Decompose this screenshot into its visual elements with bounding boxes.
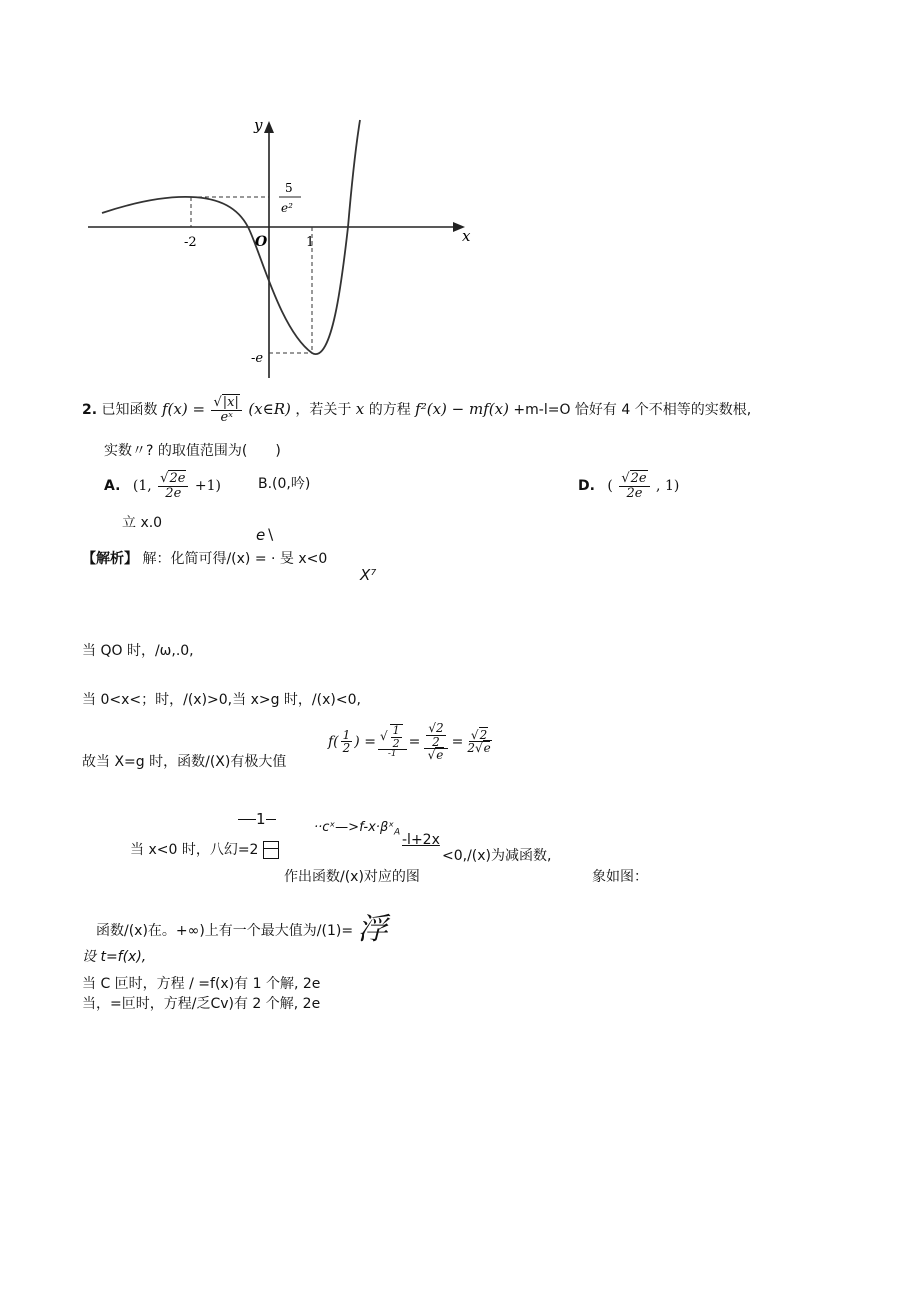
line-5-d: <0,/(x)为减函数, — [442, 848, 552, 864]
option-a[interactable] — [104, 472, 221, 500]
line-5-c: -l+2x — [402, 832, 440, 848]
equation: f²(x) − mf(x) — [415, 400, 509, 419]
solution-line-6-a: 作出函数/(x)对应的图 — [284, 869, 420, 885]
option-d-numerator: 2e — [630, 471, 647, 486]
line-5-a: 当 x<0 时，八幻=2 — [130, 842, 259, 858]
line-7-text: 函数/(x)在。+∞)上有一个最大值为/(1)= — [96, 923, 354, 939]
problem-intro: 已知函数 — [101, 402, 158, 419]
small-den: -1 — [387, 749, 397, 760]
option-d-label: D. — [578, 478, 595, 495]
option-a-fraction: $\frac{√2e}{2e}$ — [158, 472, 188, 500]
solution-label: 【解析】 — [82, 551, 138, 567]
solution-line-5 — [130, 839, 279, 859]
solution-fragment-2: e∖ — [256, 526, 275, 544]
solution-line-1 — [82, 548, 327, 568]
final-fraction: $\frac{√2}{2√e}$ — [467, 727, 491, 756]
solution-line-3: 当 0<x<；时，/(x)>0,当 x>g 时，/(x)<0, — [82, 692, 361, 708]
final-e: e — [483, 741, 491, 756]
func-denominator: eˣ — [220, 409, 233, 425]
f-lhs: f( — [328, 733, 339, 750]
line-5-b: ··cˣ—>f-x·βˣ$_A$ — [314, 820, 401, 838]
line-5-symbol — [263, 841, 279, 859]
solution-fragment-x7: X⁷ — [360, 566, 377, 584]
x-axis-label: x — [462, 227, 471, 245]
f-half-den: 2 — [342, 741, 351, 756]
eq-1: = — [408, 733, 421, 750]
solution-line-1-text: 解：化简可得/(x) = · 旻 x<0 — [142, 551, 328, 567]
problem-line-1 — [82, 396, 751, 424]
origin-label: O — [255, 234, 268, 250]
solution-line-6-b: 象如图： — [592, 869, 648, 885]
tick-label-1: 1 — [306, 235, 315, 250]
func-domain: (x∈R) — [248, 400, 291, 419]
final-two: 2 — [467, 741, 475, 756]
y-axis-arrow — [264, 121, 274, 133]
option-a-close: +1) — [194, 478, 221, 495]
cond-2: 的方程 — [368, 402, 411, 419]
problem-number: 2. — [82, 402, 98, 419]
function-curve — [102, 120, 360, 354]
solution-line-9: 当 C 叵时，方程 / =f(x)有 1 个解, 2e — [82, 976, 321, 992]
mid-fraction: $\frac{\frac{√2}{2}}{√e}$ — [422, 722, 449, 762]
func-numerator: |x| — [222, 395, 239, 410]
solution-fragment-1: 立 x.0 — [122, 515, 163, 531]
problem-line-2: 实数〃? 的取值范围为( ) — [104, 443, 281, 459]
f-half — [341, 729, 353, 755]
line-5-sub: A — [394, 827, 401, 838]
solution-line-10: 当，=叵时，方程/乏Cv)有 2 个解, 2e — [82, 996, 321, 1012]
option-d-close: , 1) — [656, 478, 680, 495]
func-fraction: $\frac{√|x|}{\text{eˣ}}$ — [211, 396, 241, 424]
sqrt-e: e — [436, 748, 444, 763]
tick-label-neg2: -2 — [184, 235, 197, 250]
eq-2: = — [451, 733, 464, 750]
solution-line-7 — [96, 904, 388, 948]
function-graph — [80, 110, 480, 380]
sqrt2-top: √2 — [428, 721, 444, 735]
option-a-numerator: 2e — [169, 471, 186, 486]
y-axis-label: y — [254, 116, 263, 134]
solution-line-4: 故当 X=g 时，函数/(X)有极大值 — [82, 754, 287, 770]
root-num: 1 — [392, 724, 400, 738]
option-a-open: (1, — [132, 478, 152, 495]
solution-line-2: 当 QO 时，/ω,.0, — [82, 643, 194, 659]
option-d-fraction: $\frac{√2e}{2e}$ — [619, 472, 649, 500]
peak-value-numerator: 5 — [285, 181, 293, 195]
cond-1: ，若关于 — [295, 402, 352, 419]
root-den: 2 — [392, 736, 400, 750]
equation-tail: +m-l=O 恰好有 4 个不相等的实数根, — [513, 402, 752, 419]
two-top: 2 — [432, 734, 440, 749]
solution-line-8: 设 t=f(x), — [82, 949, 147, 965]
func-lhs: f(x) = — [161, 400, 206, 419]
option-b[interactable]: B.(0,吟) — [258, 476, 311, 492]
line-7-big: 浮 — [357, 912, 388, 947]
option-d-open: ( — [607, 478, 613, 495]
var-x: x — [355, 400, 365, 419]
option-a-label: A. — [104, 478, 121, 495]
final-sqrt2: 2 — [479, 727, 488, 742]
f-rhs-open: ) = — [354, 733, 376, 750]
option-a-denominator: 2e — [165, 485, 182, 501]
option-d[interactable] — [578, 472, 679, 500]
max-value-formula — [328, 722, 496, 762]
f-half-num: 1 — [342, 727, 351, 742]
option-d-denominator: 2e — [626, 485, 643, 501]
tick-label-neg-e: -e — [251, 351, 264, 366]
solution-fragment-one: 1 — [238, 810, 276, 828]
root-fraction: √ $\frac{1}{2}$ -1 — [378, 724, 407, 760]
peak-value-denominator: e² — [281, 201, 293, 215]
